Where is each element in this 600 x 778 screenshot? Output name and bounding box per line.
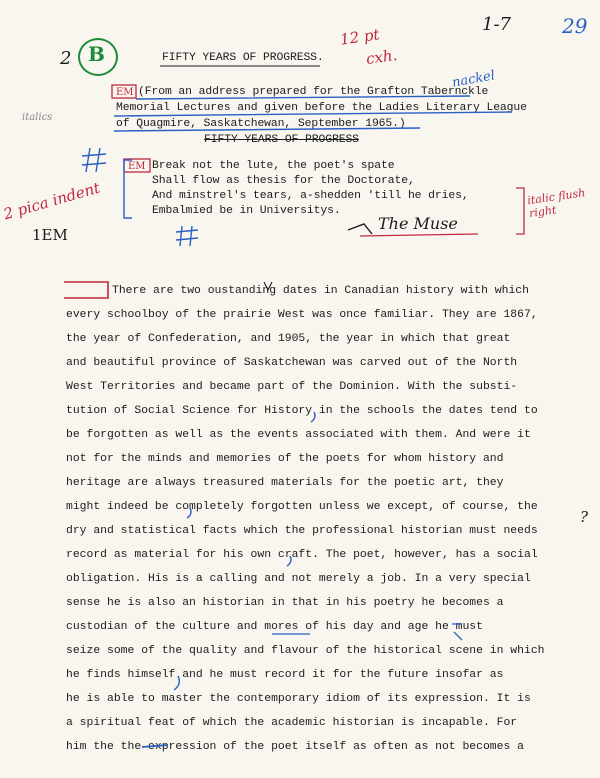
section-letter: B [88, 42, 105, 66]
muse-arrow [348, 224, 372, 234]
section-hash-1 [82, 148, 106, 172]
body-line-20: him the the expression of the poet itself as often as not becomes a [66, 741, 524, 753]
page-title: FIFTY YEARS OF PROGRESS. [162, 52, 324, 64]
body-line-6: tution of Social Science for History in the schools the dates tend to [66, 405, 538, 417]
poem-line-2: Shall flow as thesis for the Doctorate, [152, 175, 415, 187]
em-box-1 [112, 85, 136, 98]
em-mark-2: EM [128, 161, 146, 172]
struck-title: FIFTY YEARS OF PROGRESS [204, 134, 359, 146]
em-box-2 [124, 159, 150, 172]
muse-credit: The Muse [378, 214, 458, 233]
body-line-4: and beautiful province of Saskatchewan was carved out of the North [66, 357, 518, 369]
body-line-5: West Territories and became part of the Dominion. With the substi- [66, 381, 518, 393]
italics-margin-note: italics [22, 112, 53, 123]
comma-himself [174, 676, 179, 690]
body-line-11: dry and statistical facts which the professional historian must needs [66, 525, 538, 537]
body-line-13: obligation. His is a calling and not merely a job. In a very special [66, 573, 531, 585]
body-line-1: There are two oustanding dates in Canadian history with which [112, 285, 529, 297]
indent-bracket [124, 160, 132, 218]
subtitle-underline [114, 96, 512, 131]
type-size-note: 12 pt [338, 25, 381, 49]
type-style-note: cxh. [364, 45, 399, 69]
body-line-2: every schoolboy of the prairie West was once familiar. They are 1867, [66, 309, 538, 321]
flush-right-bracket [516, 188, 524, 234]
body-line-16: seize some of the quality and flavour of the historical scene in which [66, 645, 545, 657]
comma-poet [287, 556, 291, 566]
body-line-14: sense he is also an historian in that in his poetry he becomes a [66, 597, 504, 609]
body-line-9: heritage are always treasured materials for the poetic art, they [66, 477, 504, 489]
body-line-15: custodian of the culture and mores of his day and age he must [66, 621, 483, 633]
dash-insert [452, 624, 462, 640]
subtitle-line-2: Memorial Lectures and given before the Ladies Literary League [116, 102, 527, 114]
subtitle-line-1: (From an address prepared for the Grafton Tabernckle [138, 86, 489, 98]
body-line-8: not for the minds and memories of the poets for whom history and [66, 453, 504, 465]
poem-line-4: Embalmied be in Universitys. [152, 205, 341, 217]
inset-note: 2 pica indent [1, 178, 103, 224]
paragraph-indent-mark [64, 282, 108, 298]
struck-the [142, 745, 168, 747]
query-mark: ? [580, 508, 589, 526]
page-number: 29 [562, 14, 588, 38]
inset-em-note: 1EM [32, 226, 68, 244]
body-line-7: be forgotten as well as the events associated with them. And were it [66, 429, 531, 441]
body-line-12: record as material for his own craft. The poet, however, has a social [66, 549, 538, 561]
section-hash-2 [176, 226, 198, 246]
subtitle-line-3: of Quagmire, Saskatchewan, September 1965.) [116, 118, 406, 130]
body-line-17: he finds himself and he must record it for the future insofar as [66, 669, 504, 681]
poem-line-3: And minstrel's tears, a-shedden 'till he dries, [152, 190, 469, 202]
comma-schools [311, 412, 315, 422]
page-number-crossed: 1-7 [482, 14, 511, 35]
body-line-19: a spiritual feat of which the academic historian is incapable. For [66, 717, 518, 729]
caret-outstanding [264, 282, 272, 290]
body-line-10: might indeed be completely forgotten unless we except, of course, the [66, 501, 538, 513]
section-number: 2 [60, 48, 72, 69]
poem-line-1: Break not the lute, the poet's spate [152, 160, 395, 172]
body-line-18: he is able to master the contemporary idiom of its expression. It is [66, 693, 531, 705]
nackel-correction: nackel [451, 68, 497, 91]
body-line-3: the year of Confederation, and 1905, the year in which that great [66, 333, 511, 345]
comma-forgotten [187, 508, 191, 518]
em-mark-1: EM [116, 87, 134, 98]
italic-flush-right-note: italic flush right [526, 186, 587, 221]
muse-underline [360, 234, 478, 236]
